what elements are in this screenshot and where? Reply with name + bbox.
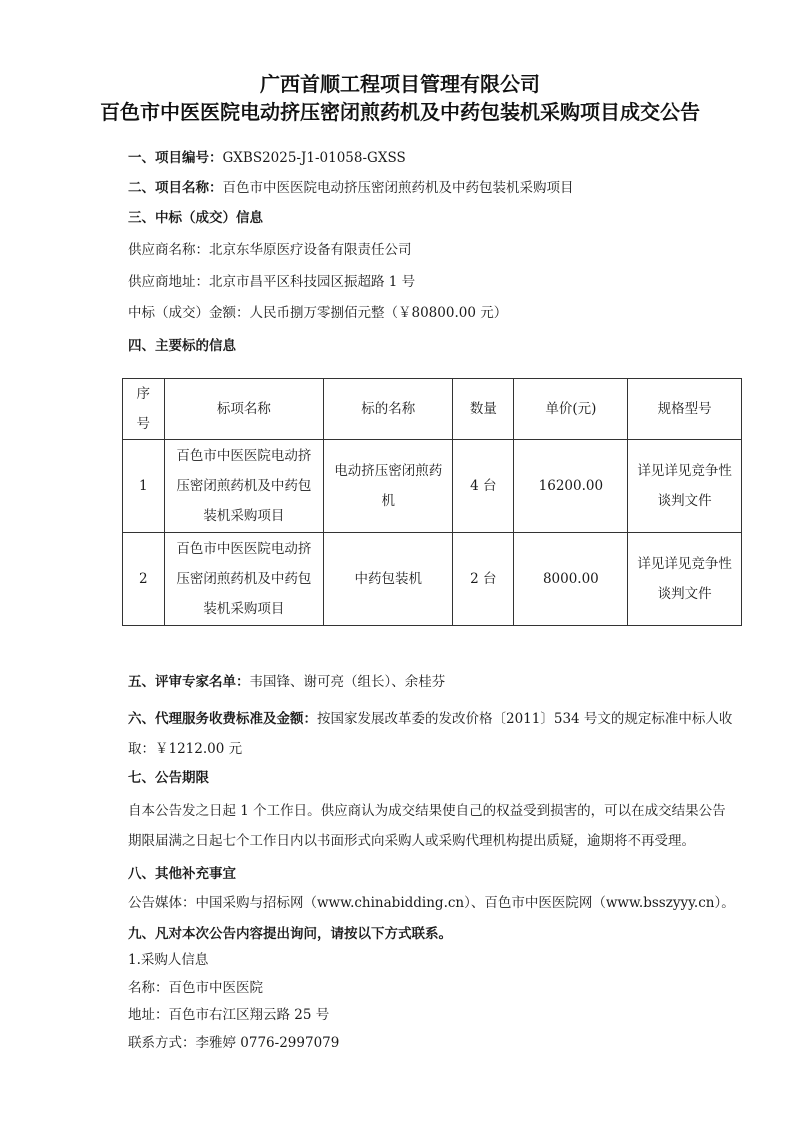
col-price-header: 单价(元) [514,379,628,440]
agency-fee-value: 按国家发展改革委的发改价格〔2011〕534 号文的规定标准中标人收取：￥1212.00 元 [128,711,733,757]
cell-seq: 1 [123,440,165,533]
col-spec-header: 规格型号 [628,379,742,440]
project-number-label: 一、项目编号： [128,150,223,166]
project-number-value: GXBS2025-J1-01058-GXSS [222,150,406,166]
purchaser-contact: 联系方式：李雅婷 0776-2997079 [128,1035,340,1051]
col-item-name-header: 标项名称 [164,379,324,440]
purchaser-name: 名称：百色市中医医院 [128,980,263,996]
cell-spec: 详见详见竞争性谈判文件 [628,533,742,626]
section-3-heading: 三、中标（成交）信息 [128,210,263,226]
agency-fee [128,704,738,764]
section-8-heading: 八、其他补充事宜 [128,866,236,882]
col-subject-header: 标的名称 [324,379,453,440]
cell-price: 8000.00 [514,533,628,626]
announcement-period-text: 自本公告发之日起 1 个工作日。供应商认为成交结果使自己的权益受到损害的，可以在成交结果公告期限届满之日起七个工作日内以书面形式向采购人或采购代理机构提出质疑，逾期将不再受理。 [128,803,726,849]
cell-subject: 电动挤压密闭煎药机 [324,440,453,533]
project-name [128,178,574,198]
col-qty-header: 数量 [453,379,514,440]
cell-spec: 详见详见竞争性谈判文件 [628,440,742,533]
table-row [123,533,742,626]
cell-item-name: 百色市中医医院电动挤压密闭煎药机及中药包装机采购项目 [164,440,324,533]
table-header-row [123,379,742,440]
media-text: 公告媒体：中国采购与招标网（www.chinabidding.cn）、百色市中医医院网（www.bsszyyy.cn）。 [128,895,735,911]
section-9-heading: 九、凡对本次公告内容提出询问，请按以下方式联系。 [128,926,452,942]
company-name: 广西首顺工程项目管理有限公司 [260,72,540,96]
supplier-name: 供应商名称：北京东华原医疗设备有限责任公司 [128,242,412,258]
table-row [123,440,742,533]
experts-label: 五、评审专家名单： [128,674,250,690]
experts-list [128,672,445,692]
col-seq-header: 序 号 [123,379,165,440]
bid-items-table [122,378,742,626]
project-name-label: 二、项目名称： [128,180,223,196]
cell-seq: 2 [123,533,165,626]
award-amount: 中标（成交）金额：人民币捌万零捌佰元整（￥80800.00 元） [128,305,508,321]
cell-qty: 4 台 [453,440,514,533]
section-7-heading: 七、公告期限 [128,770,209,786]
cell-qty: 2 台 [453,533,514,626]
project-name-value: 百色市中医医院电动挤压密闭煎药机及中药包装机采购项目 [222,180,574,196]
supplier-address: 供应商地址：北京市昌平区科技园区振超路 1 号 [128,274,416,290]
announcement-title: 百色市中医医院电动挤压密闭煎药机及中药包装机采购项目成交公告 [100,100,700,124]
cell-price: 16200.00 [514,440,628,533]
section-4-heading: 四、主要标的信息 [128,338,236,354]
agency-fee-label: 六、代理服务收费标准及金额： [128,711,317,727]
experts-value: 韦国锋、谢可亮（组长）、余桂芬 [249,674,446,690]
purchaser-address: 地址：百色市右江区翔云路 25 号 [128,1007,330,1023]
cell-item-name: 百色市中医医院电动挤压密闭煎药机及中药包装机采购项目 [164,533,324,626]
purchaser-info-heading: 1.采购人信息 [128,952,209,968]
cell-subject: 中药包装机 [324,533,453,626]
project-number [128,148,406,168]
